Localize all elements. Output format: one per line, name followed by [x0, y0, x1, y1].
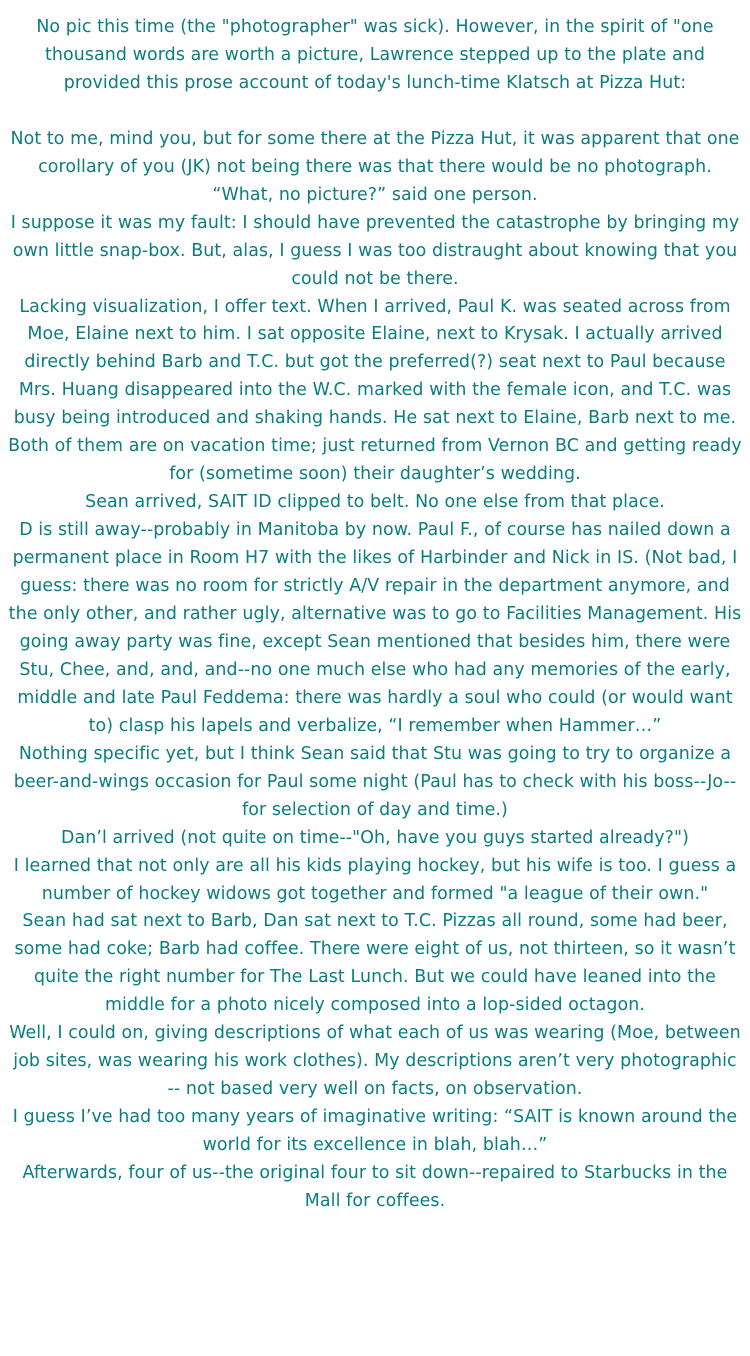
paragraph-pizzas: Sean had sat next to Barb, Dan sat next to T.C. Pizzas all round, some had beer, some had coke; Barb had coffee. There were eight of us, not thirteen, so it wasn’t quite the right number for The Last Lunch. But we could have leaned into the middle for a photo nicely composed into a lop-sided octagon. — [14, 911, 736, 1016]
paragraph-starbucks: Afterwards, four of us--the original four to sit down--repaired to Starbucks in the Mall for coffees. — [22, 1163, 728, 1212]
paragraph-no-photograph: Not to me, mind you, but for some there at the Pizza Hut, it was apparent that one corollary of you (JK) not being there was that there would be no photograph. “What, no picture?” said one person. — [10, 128, 740, 205]
paragraph-sean-arrived: Sean arrived, SAIT ID clipped to belt. No one else from that place. — [85, 492, 665, 513]
paragraph-paul-f: D is still away--probably in Manitoba by now. Paul F., of course has nailed down a permanent place in Room H7 with the likes of Harbinder and Nick in IS. (Not bad, I guess: there was no room for strictly A/V repair in the department anymore, and the only other, and rather ugly, alternative was to go to Facilities Management. His going away party was fine, except Sean mentioned that besides him, there were Stu, Chee, and, and, and--no one much else who had any memories of the early, middle and late Paul Feddema: there was hardly a soul who could (or would want to) clasp his lapels and verbalize, “I remember when Hammer…” — [8, 520, 742, 736]
paragraph-descriptions: Well, I could on, giving descriptions of what each of us was wearing (Moe, between job sites, was wearing his work clothes). My descriptions aren’t very photographic -- not based very well on facts, on observation. — [9, 1023, 741, 1100]
paragraph-imaginative-writing: I guess I’ve had too many years of imaginative writing: “SAIT is known around the world for its excellence in blah, blah…” — [12, 1107, 738, 1156]
paragraph-danl-arrived: Dan’l arrived (not quite on time--"Oh, have you guys started already?") — [61, 827, 689, 848]
intro-paragraph: No pic this time (the "photographer" was sick). However, in the spirit of "one thousand words are worth a picture, Lawrence stepped up to the plate and provided this prose account of today's lunch-time Klatsch at Pizza Hut: — [36, 17, 714, 93]
paragraph-snap-box: I suppose it was my fault: I should have prevented the catastrophe by bringing my own little snap-box. But, alas, I guess I was too distraught about knowing that you could not be there. — [10, 212, 740, 289]
paragraph-spacer — [8, 98, 742, 126]
paragraph-beer-and-wings: Nothing specific yet, but I think Sean said that Stu was going to try to organize a beer-and-wings occasion for Paul some night (Paul has to check with his boss--Jo--for selection of day and time.) — [13, 743, 737, 820]
paragraph-seating: Lacking visualization, I offer text. When I arrived, Paul K. was seated across from Moe, Elaine next to him. I sat opposite Elaine, next to Krysak. I actually arrived directly behind Barb and T.C. but got the preferred(?) seat next to Paul because Mrs. Huang disappeared into the W.C. marked with the female icon, and T.C. was busy being introduced and shaking hands. He sat next to Elaine, Barb next to me. Both of them are on vacation time; just returned from Vernon BC and getting ready for (sometime soon) their daughter’s wedding. — [8, 296, 742, 485]
paragraph-hockey: I learned that not only are all his kids playing hockey, but his wife is too. I guess a number of hockey widows got together and formed "a league of their own." — [13, 855, 737, 904]
